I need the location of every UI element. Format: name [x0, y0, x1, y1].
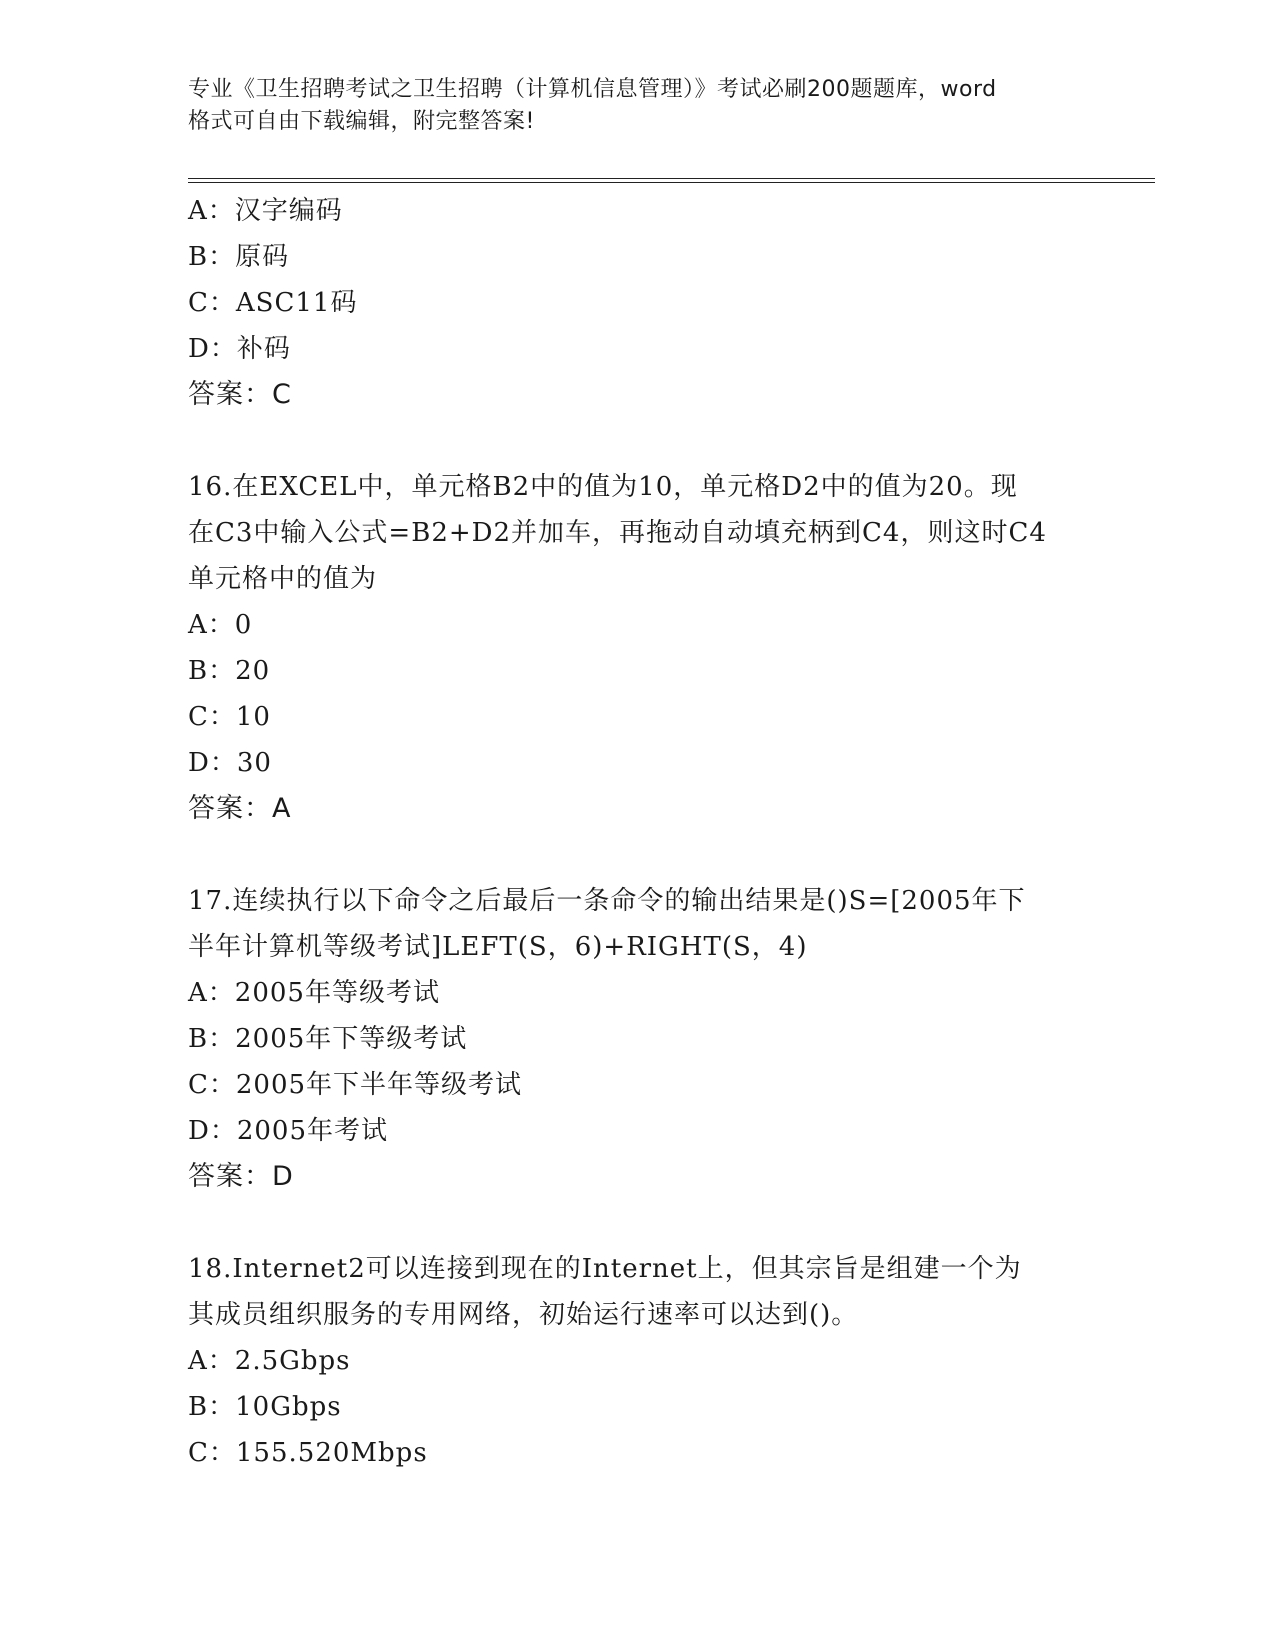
option-b: B：2005年下等级考试: [188, 1024, 468, 1054]
header-line-2: 格式可自由下载编辑，附完整答案!: [188, 109, 535, 134]
question-spacer: [188, 832, 1088, 878]
option-d: D：30: [188, 748, 272, 778]
header-line-1: 专业《卫生招聘考试之卫生招聘（计算机信息管理）》考试必刷200题题库，word: [188, 77, 997, 102]
question-stem-line: 其成员组织服务的专用网络，初始运行速率可以达到()。: [188, 1300, 859, 1330]
question-stem-line: 在C3中输入公式=B2+D2并加车，再拖动自动填充柄到C4，则这时C4: [188, 518, 1047, 548]
option-c: C：2005年下半年等级考试: [188, 1070, 523, 1100]
option-a: A：2005年等级考试: [188, 978, 440, 1008]
option-a: A：汉字编码: [188, 196, 343, 226]
question-content: [188, 188, 1088, 1476]
header-divider-bottom: [188, 182, 1155, 183]
header-divider-top: [188, 178, 1155, 179]
option-a: A：0: [188, 610, 253, 640]
question-16: [188, 464, 1088, 832]
question-stem-line: 17.连续执行以下命令之后最后一条命令的输出结果是()S=[2005年下: [188, 886, 1026, 916]
question-15: [188, 188, 1088, 418]
option-d: D：补码: [188, 334, 291, 364]
option-b: B：原码: [188, 242, 290, 272]
option-d: D：2005年考试: [188, 1116, 389, 1146]
option-c: C：10: [188, 702, 271, 732]
option-c: C：155.520Mbps: [188, 1438, 428, 1468]
question-stem-line: 18.Internet2可以连接到现在的Internet上，但其宗旨是组建一个为: [188, 1254, 1022, 1284]
option-c: C：ASC11码: [188, 288, 358, 318]
option-b: B：20: [188, 656, 271, 686]
option-a: A：2.5Gbps: [188, 1346, 351, 1376]
document-header: [188, 74, 1088, 138]
option-b: B：10Gbps: [188, 1392, 342, 1422]
question-stem-line: 半年计算机等级考试]LEFT(S，6)+RIGHT(S，4): [188, 932, 808, 962]
answer-line: 答案：C: [188, 379, 292, 410]
question-spacer: [188, 418, 1088, 464]
question-stem-line: 16.在EXCEL中，单元格B2中的值为10，单元格D2中的值为20。现: [188, 472, 1018, 502]
answer-line: 答案：A: [188, 793, 292, 824]
question-18: [188, 1246, 1088, 1476]
question-stem-line: 单元格中的值为: [188, 564, 378, 594]
answer-line: 答案：D: [188, 1161, 294, 1192]
question-17: [188, 878, 1088, 1200]
question-spacer: [188, 1200, 1088, 1246]
